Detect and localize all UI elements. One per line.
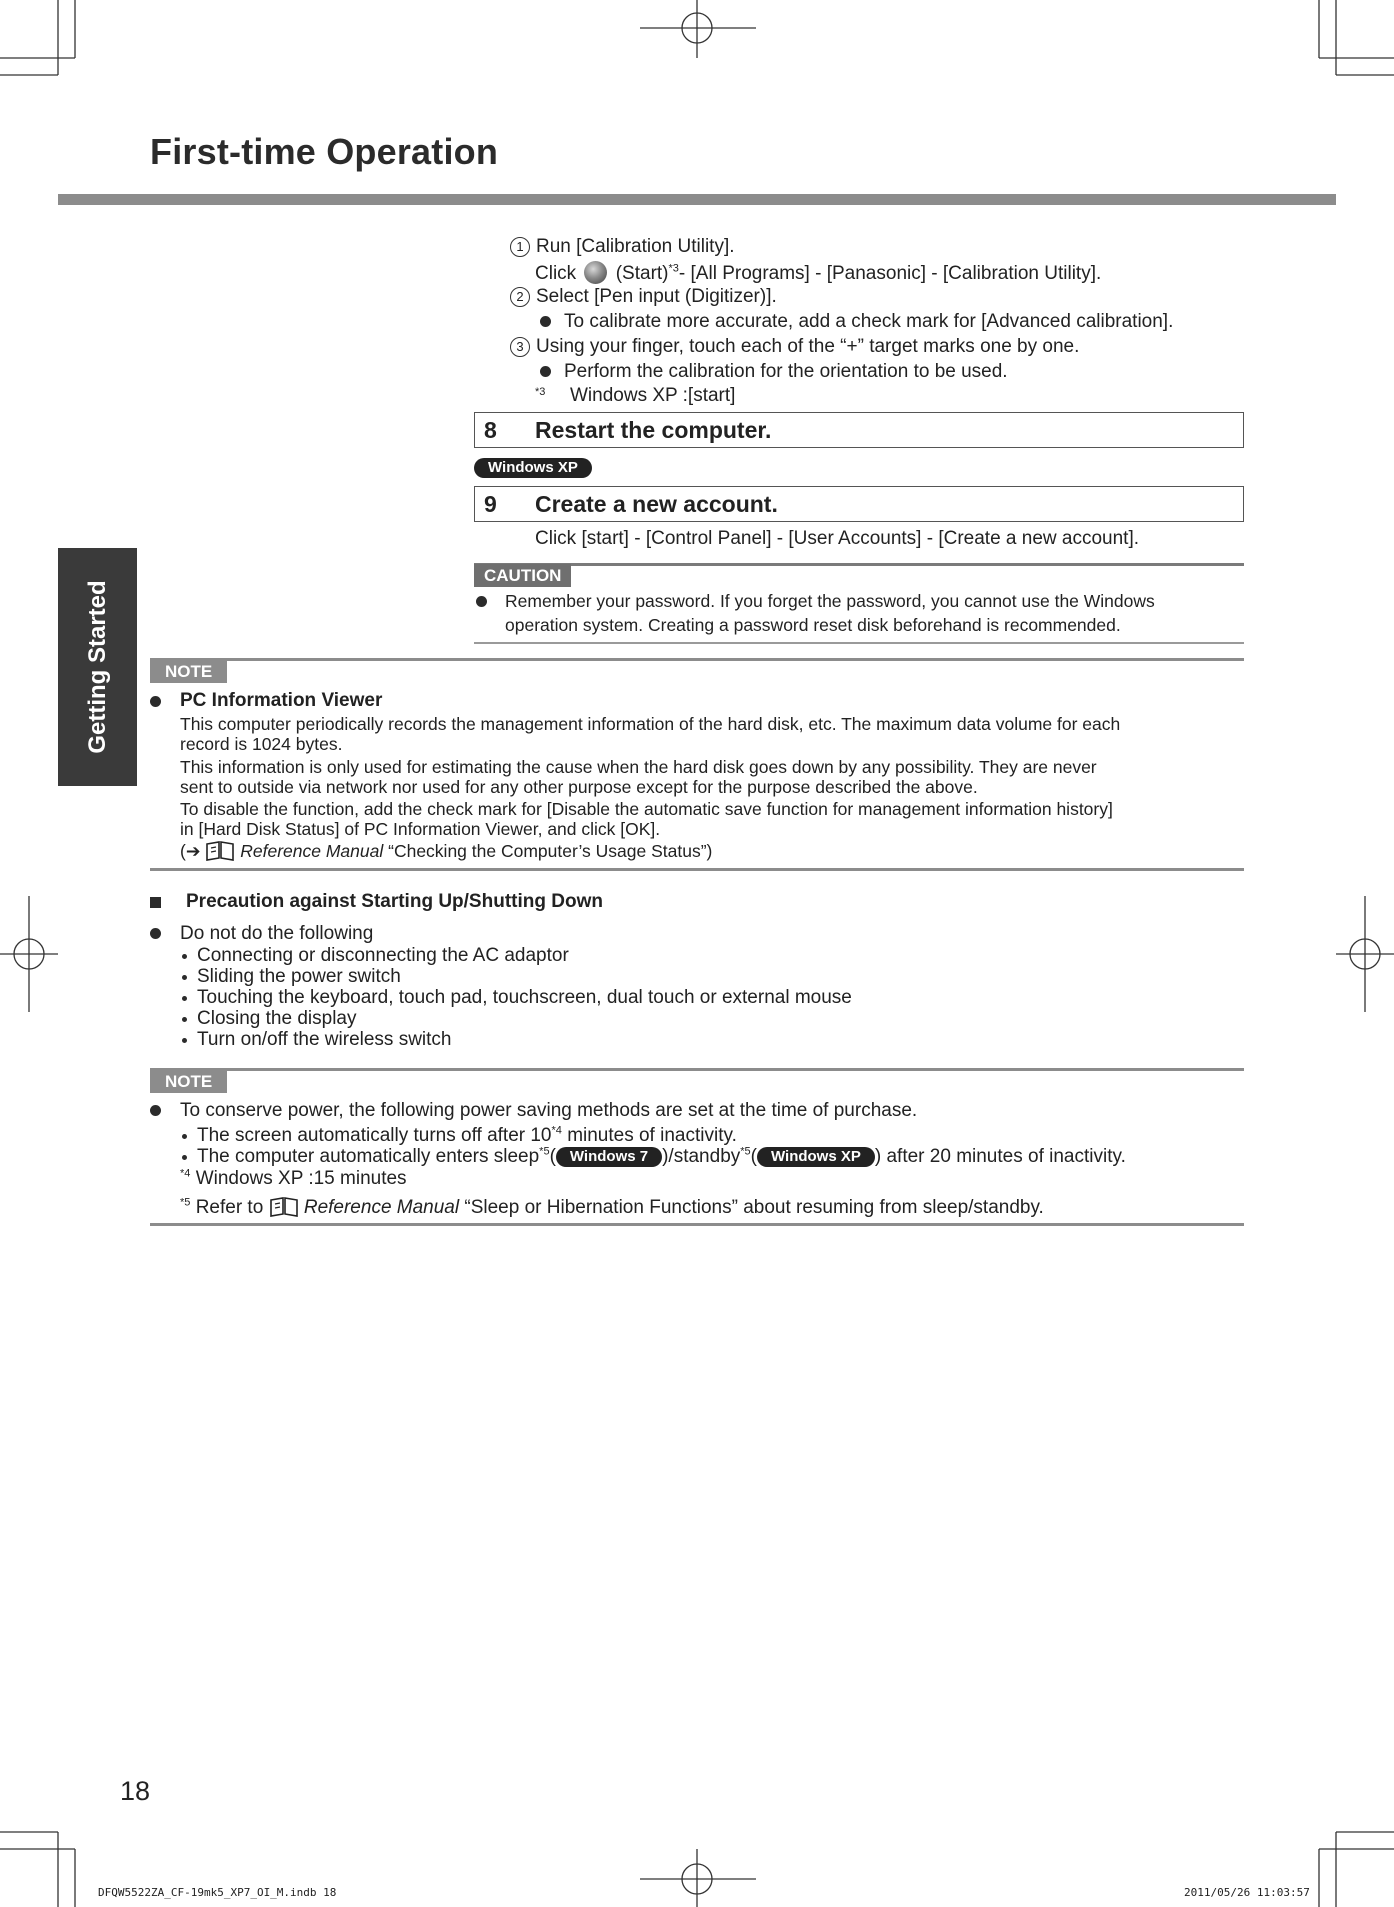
bullet-icon: [182, 975, 187, 980]
title-rule: [58, 194, 1336, 205]
precaution-heading: Precaution against Starting Up/Shutting Down: [186, 891, 603, 912]
power-saving-item-sleep: The computer automatically enters sleep$^{*5}$( Windows 7 )/standby$^{*5}$( Windows XP ) after 20 minutes of inactivity.: [197, 1145, 1126, 1167]
bullet-icon: [150, 696, 161, 707]
pc-info-line: This computer periodically records the management information of the hard disk, etc. The maximum data volume for each: [180, 714, 1121, 734]
pc-info-line: in [Hard Disk Status] of PC Information Viewer, and click [OK].: [180, 819, 661, 839]
pc-info-viewer-heading: PC Information Viewer: [180, 690, 383, 711]
bullet-icon: [476, 596, 487, 607]
pc-info-line: sent to outside via network nor used for any other purpose except for the purpose described the above.: [180, 777, 978, 797]
footnote-3-mark: *3: [535, 386, 546, 398]
calibration-step-1: 1 Run [Calibration Utility].: [510, 236, 735, 258]
note-top-rule: [150, 658, 1244, 661]
precaution-item: Connecting or disconnecting the AC adaptor: [197, 945, 569, 966]
step-number: 3: [510, 337, 530, 357]
step-8-number: 8: [484, 417, 497, 443]
side-tab: [58, 548, 137, 786]
bullet-icon: [540, 316, 551, 327]
side-tab-label: Getting Started: [83, 580, 111, 754]
power-saving-intro: To conserve power, the following power saving methods are set at the time of purchase.: [180, 1100, 918, 1121]
step-8-label: Restart the computer.: [535, 417, 772, 443]
bullet-icon: [182, 1038, 187, 1043]
print-timestamp: 2011/05/26 11:03:57: [1184, 1886, 1310, 1899]
note-tab: NOTE: [150, 1070, 227, 1093]
step-9-number: 9: [484, 491, 497, 517]
pc-info-line: To disable the function, add the check mark for [Disable the automatic save function for management information history]: [180, 799, 1113, 819]
step-9-instruction: Click [start] - [Control Panel] - [User Accounts] - [Create a new account].: [535, 528, 1140, 549]
bullet-icon: [540, 366, 551, 377]
calibration-step-1-instruction: Click (Start)$^{*3}$- [All Programs] - [Panasonic] - [Calibration Utility].: [535, 262, 1102, 284]
bullet-icon: [150, 1105, 161, 1116]
bullet-icon: [182, 1134, 187, 1139]
os-badge-windows-7: Windows 7: [556, 1147, 662, 1167]
calibration-step-3: 3 Using your finger, touch each of the “+” target marks one by one.: [510, 336, 1079, 358]
note-bottom-rule: [150, 868, 1244, 871]
precaution-intro: Do not do the following: [180, 923, 374, 944]
bullet-icon: [150, 928, 161, 939]
page-number: 18: [120, 1776, 151, 1806]
precaution-item: Touching the keyboard, touch pad, touchscreen, dual touch or external mouse: [197, 987, 852, 1008]
calibration-step-3-note: Perform the calibration for the orientation to be used.: [564, 361, 1008, 382]
book-icon: [205, 839, 235, 861]
step-9-label: Create a new account.: [535, 491, 778, 517]
square-bullet-icon: [150, 897, 161, 908]
caution-text-line-1: Remember your password. If you forget the password, you cannot use the Windows: [505, 591, 1155, 611]
note-tab: NOTE: [150, 660, 227, 683]
precaution-item: Sliding the power switch: [197, 966, 401, 987]
pc-info-line: This information is only used for estimating the cause when the hard disk goes down by any possibility. They are never: [180, 757, 1097, 777]
pc-info-line: record is 1024 bytes.: [180, 734, 343, 754]
note-bottom-rule: [150, 1223, 1244, 1226]
calibration-step-2-note: To calibrate more accurate, add a check mark for [Advanced calibration].: [564, 311, 1174, 332]
bullet-icon: [182, 1155, 187, 1160]
step-number: 1: [510, 237, 530, 257]
precaution-item: Closing the display: [197, 1008, 357, 1029]
caution-text-line-2: operation system. Creating a password reset disk beforehand is recommended.: [505, 615, 1121, 635]
precaution-item: Turn on/off the wireless switch: [197, 1029, 452, 1050]
book-icon: [269, 1195, 299, 1217]
power-saving-item-screen: The screen automatically turns off after 10$^{*4}$ minutes of inactivity.: [197, 1124, 737, 1146]
step-number: 2: [510, 287, 530, 307]
start-orb-icon: [584, 261, 607, 284]
step-8-box: [474, 412, 1244, 448]
calibration-step-2: 2 Select [Pen input (Digitizer)].: [510, 286, 777, 308]
bullet-icon: [182, 954, 187, 959]
os-badge-windows-xp: Windows XP: [757, 1147, 875, 1167]
footnote-5: $^{*5}$ Refer to Reference Manual “Sleep or Hibernation Functions” about resuming from sleep/standby.: [180, 1196, 1044, 1218]
os-badge-windows-xp: Windows XP: [474, 458, 592, 478]
step-9-box: [474, 486, 1244, 522]
footnote-3-text: Windows XP :[start]: [570, 385, 736, 406]
footnote-4: $^{*4}$ Windows XP :15 minutes: [180, 1167, 407, 1189]
bullet-icon: [182, 996, 187, 1001]
caution-top-rule: [474, 563, 1244, 566]
note-top-rule: [150, 1068, 1244, 1071]
caution-tab: CAUTION: [474, 564, 571, 587]
reference-manual-link: (➔ Reference Manual “Checking the Computer’s Usage Status”): [180, 841, 713, 861]
caution-bottom-rule: [474, 642, 1244, 644]
bullet-icon: [182, 1017, 187, 1022]
print-file-info: DFQW5522ZA_CF-19mk5_XP7_OI_M.indb 18: [98, 1886, 337, 1899]
page-title: First-time Operation: [150, 131, 499, 172]
